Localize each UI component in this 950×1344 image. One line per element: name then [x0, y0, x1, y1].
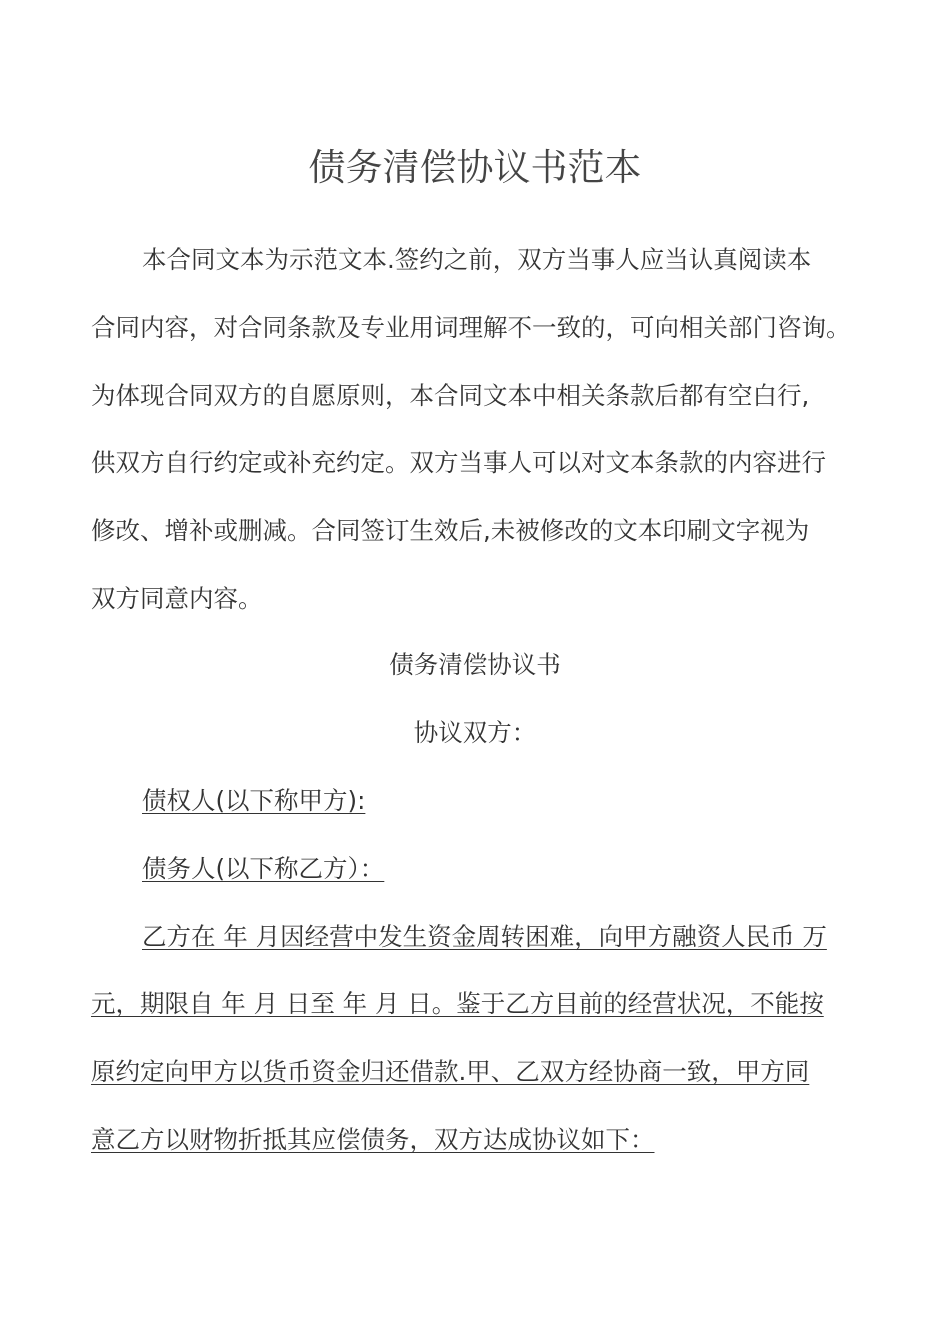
parties-heading: 协议双方： [413, 718, 537, 747]
body-line: 元，期限自 年 月 日至 年 月 日。鉴于乙方目前的经营状况，不能按 [91, 989, 824, 1018]
intro-line: 为体现合同双方的自愿原则，本合同文本中相关条款后都有空白行, [91, 381, 810, 410]
debtor-label: 债务人(以下称乙方）： [142, 854, 385, 883]
body-line: 乙方在 年 月因经营中发生资金周转困难，向甲方融资人民币 万 [142, 922, 827, 951]
agreement-title: 债务清偿协议书 [389, 650, 561, 679]
body-line: 意乙方以财物折抵其应偿债务，双方达成协议如下： [91, 1125, 655, 1154]
intro-line: 修改、增补或删减。合同签订生效后,未被修改的文本印刷文字视为 [91, 516, 810, 545]
intro-line: 双方同意内容。 [91, 584, 263, 613]
creditor-label: 债权人(以下称甲方): [142, 786, 366, 815]
body-line: 原约定向甲方以货币资金归还借款.甲、乙双方经协商一致，甲方同 [91, 1057, 810, 1086]
intro-line: 本合同文本为示范文本.签约之前，双方当事人应当认真阅读本 [142, 245, 812, 274]
document-title: 债务清偿协议书范本 [308, 146, 642, 189]
intro-line: 供双方自行约定或补充约定。双方当事人可以对文本条款的内容进行 [91, 448, 826, 477]
intro-line: 合同内容，对合同条款及专业用词理解不一致的，可向相关部门咨询。 [91, 313, 851, 342]
